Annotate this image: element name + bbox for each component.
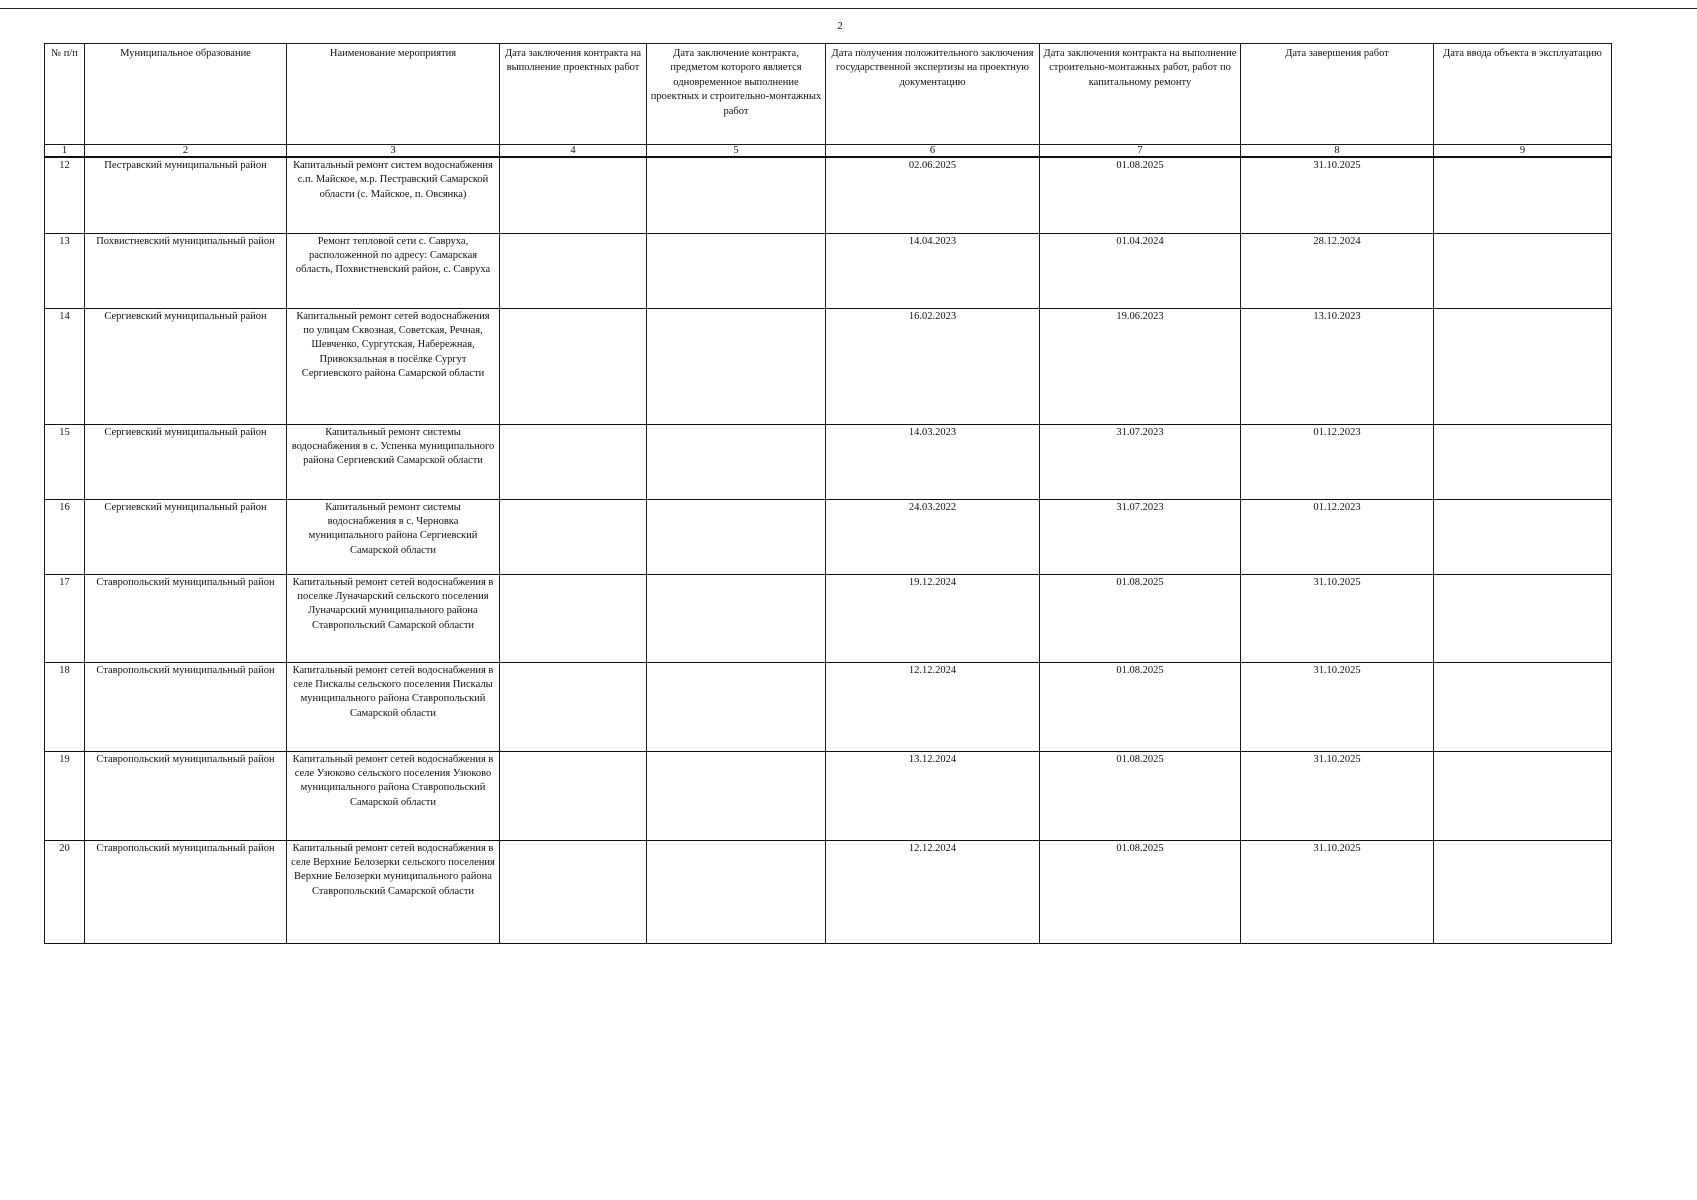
design-contract-cell xyxy=(500,233,647,308)
design-contract-cell xyxy=(500,424,647,499)
column-number: 3 xyxy=(287,145,500,158)
column-number: 4 xyxy=(500,145,647,158)
column-header-completion-date: Дата завершения работ xyxy=(1241,44,1434,145)
completion-date-cell: 01.12.2023 xyxy=(1241,424,1434,499)
column-number-row xyxy=(45,145,1612,158)
page-number: 2 xyxy=(837,20,843,32)
municipality-cell: Пестравский муниципальный район xyxy=(85,157,287,233)
commissioning-date-cell xyxy=(1434,499,1612,574)
column-header-construction-contract: Дата заключения контракта на выполнение строительно-монтажных работ, работ по капитальному ремонту xyxy=(1040,44,1241,145)
construction-contract-cell: 01.08.2025 xyxy=(1040,751,1241,840)
event-cell: Капитальный ремонт сетей водоснабжения в поселке Луначарский сельского поселения Луначарский муниципального района Ставропольский Самарской области xyxy=(287,574,500,662)
table-row xyxy=(45,499,1612,574)
commissioning-date-cell xyxy=(1434,233,1612,308)
construction-contract-cell: 01.08.2025 xyxy=(1040,574,1241,662)
column-number: 5 xyxy=(647,145,826,158)
design-contract-cell xyxy=(500,662,647,751)
commissioning-date-cell xyxy=(1434,424,1612,499)
expertise-date-cell: 16.02.2023 xyxy=(826,308,1040,424)
design-contract-cell xyxy=(500,840,647,943)
expertise-date-cell: 24.03.2022 xyxy=(826,499,1040,574)
commissioning-date-cell xyxy=(1434,662,1612,751)
combined-contract-cell xyxy=(647,424,826,499)
table-row xyxy=(45,424,1612,499)
municipality-cell: Сергиевский муниципальный район xyxy=(85,499,287,574)
event-cell: Капитальный ремонт системы водоснабжения в с. Черновка муниципального района Сергиевский Самарской области xyxy=(287,499,500,574)
design-contract-cell xyxy=(500,751,647,840)
column-header-expertise-date: Дата получения положительного заключения государственной экспертизы на проектную документацию xyxy=(826,44,1040,145)
column-number: 9 xyxy=(1434,145,1612,158)
combined-contract-cell xyxy=(647,574,826,662)
completion-date-cell: 31.10.2025 xyxy=(1241,574,1434,662)
construction-contract-cell: 01.08.2025 xyxy=(1040,157,1241,233)
municipality-cell: Ставропольский муниципальный район xyxy=(85,840,287,943)
construction-contract-cell: 31.07.2023 xyxy=(1040,424,1241,499)
row-number: 15 xyxy=(45,424,85,499)
construction-contract-cell: 01.04.2024 xyxy=(1040,233,1241,308)
column-header-commissioning-date: Дата ввода объекта в эксплуатацию xyxy=(1434,44,1612,145)
event-cell: Ремонт тепловой сети с. Савруха, расположенной по адресу: Самарская область, Похвистневский район, с. Савруха xyxy=(287,233,500,308)
completion-date-cell: 13.10.2023 xyxy=(1241,308,1434,424)
row-number: 14 xyxy=(45,308,85,424)
municipality-cell: Ставропольский муниципальный район xyxy=(85,574,287,662)
row-number: 12 xyxy=(45,157,85,233)
row-number: 13 xyxy=(45,233,85,308)
table-row xyxy=(45,308,1612,424)
column-number: 6 xyxy=(826,145,1040,158)
expertise-date-cell: 19.12.2024 xyxy=(826,574,1040,662)
commissioning-date-cell xyxy=(1434,308,1612,424)
construction-contract-cell: 31.07.2023 xyxy=(1040,499,1241,574)
row-number: 16 xyxy=(45,499,85,574)
completion-date-cell: 28.12.2024 xyxy=(1241,233,1434,308)
event-cell: Капитальный ремонт сетей водоснабжения в селе Пискалы сельского поселения Пискалы муниципального района Ставропольский Самарской области xyxy=(287,662,500,751)
municipality-cell: Ставропольский муниципальный район xyxy=(85,662,287,751)
combined-contract-cell xyxy=(647,308,826,424)
expertise-date-cell: 12.12.2024 xyxy=(826,840,1040,943)
combined-contract-cell xyxy=(647,840,826,943)
table-row xyxy=(45,574,1612,662)
expertise-date-cell: 12.12.2024 xyxy=(826,662,1040,751)
commissioning-date-cell xyxy=(1434,157,1612,233)
schedule-table xyxy=(44,43,1612,944)
header-row xyxy=(45,44,1612,145)
commissioning-date-cell xyxy=(1434,751,1612,840)
event-cell: Капитальный ремонт сетей водоснабжения по улицам Сквозная, Советская, Речная, Шевченко, Сургутская, Набережная, Привокзальная в посёлке Сургут Сергиевского района Самарской области xyxy=(287,308,500,424)
top-rule xyxy=(0,8,1697,9)
table-row xyxy=(45,662,1612,751)
completion-date-cell: 31.10.2025 xyxy=(1241,751,1434,840)
column-number: 2 xyxy=(85,145,287,158)
column-number: 1 xyxy=(45,145,85,158)
construction-contract-cell: 01.08.2025 xyxy=(1040,840,1241,943)
column-header-municipality: Муниципальное образование xyxy=(85,44,287,145)
commissioning-date-cell xyxy=(1434,840,1612,943)
combined-contract-cell xyxy=(647,662,826,751)
municipality-cell: Ставропольский муниципальный район xyxy=(85,751,287,840)
table-row xyxy=(45,157,1612,233)
design-contract-cell xyxy=(500,499,647,574)
construction-contract-cell: 19.06.2023 xyxy=(1040,308,1241,424)
design-contract-cell xyxy=(500,574,647,662)
municipality-cell: Сергиевский муниципальный район xyxy=(85,308,287,424)
column-header-number: № п/п xyxy=(45,44,85,145)
row-number: 20 xyxy=(45,840,85,943)
combined-contract-cell xyxy=(647,751,826,840)
table-row xyxy=(45,233,1612,308)
completion-date-cell: 31.10.2025 xyxy=(1241,662,1434,751)
column-header-event: Наименование мероприятия xyxy=(287,44,500,145)
event-cell: Капитальный ремонт сетей водоснабжения в селе Верхние Белозерки сельского поселения Верхние Белозерки муниципального района Ставропольский Самарской области xyxy=(287,840,500,943)
municipality-cell: Похвистневский муниципальный район xyxy=(85,233,287,308)
commissioning-date-cell xyxy=(1434,574,1612,662)
design-contract-cell xyxy=(500,157,647,233)
event-cell: Капитальный ремонт сетей водоснабжения в селе Узюково сельского поселения Узюково муниципального района Ставропольский Самарской области xyxy=(287,751,500,840)
expertise-date-cell: 13.12.2024 xyxy=(826,751,1040,840)
row-number: 17 xyxy=(45,574,85,662)
expertise-date-cell: 14.03.2023 xyxy=(826,424,1040,499)
completion-date-cell: 01.12.2023 xyxy=(1241,499,1434,574)
column-header-design-contract: Дата заключения контракта на выполнение проектных работ xyxy=(500,44,647,145)
combined-contract-cell xyxy=(647,233,826,308)
table-row xyxy=(45,840,1612,943)
column-number: 8 xyxy=(1241,145,1434,158)
column-header-combined-contract: Дата заключение контракта, предметом которого является одновременное выполнение проектных и строительно-монтажных работ xyxy=(647,44,826,145)
event-cell: Капитальный ремонт систем водоснабжения с.п. Майское, м.р. Пестравский Самарской области (с. Майское, п. Овсянка) xyxy=(287,157,500,233)
construction-contract-cell: 01.08.2025 xyxy=(1040,662,1241,751)
design-contract-cell xyxy=(500,308,647,424)
row-number: 19 xyxy=(45,751,85,840)
event-cell: Капитальный ремонт системы водоснабжения в с. Успенка муниципального района Сергиевский Самарской области xyxy=(287,424,500,499)
combined-contract-cell xyxy=(647,499,826,574)
completion-date-cell: 31.10.2025 xyxy=(1241,840,1434,943)
completion-date-cell: 31.10.2025 xyxy=(1241,157,1434,233)
expertise-date-cell: 14.04.2023 xyxy=(826,233,1040,308)
combined-contract-cell xyxy=(647,157,826,233)
row-number: 18 xyxy=(45,662,85,751)
table-row xyxy=(45,751,1612,840)
column-number: 7 xyxy=(1040,145,1241,158)
expertise-date-cell: 02.06.2025 xyxy=(826,157,1040,233)
municipality-cell: Сергиевский муниципальный район xyxy=(85,424,287,499)
